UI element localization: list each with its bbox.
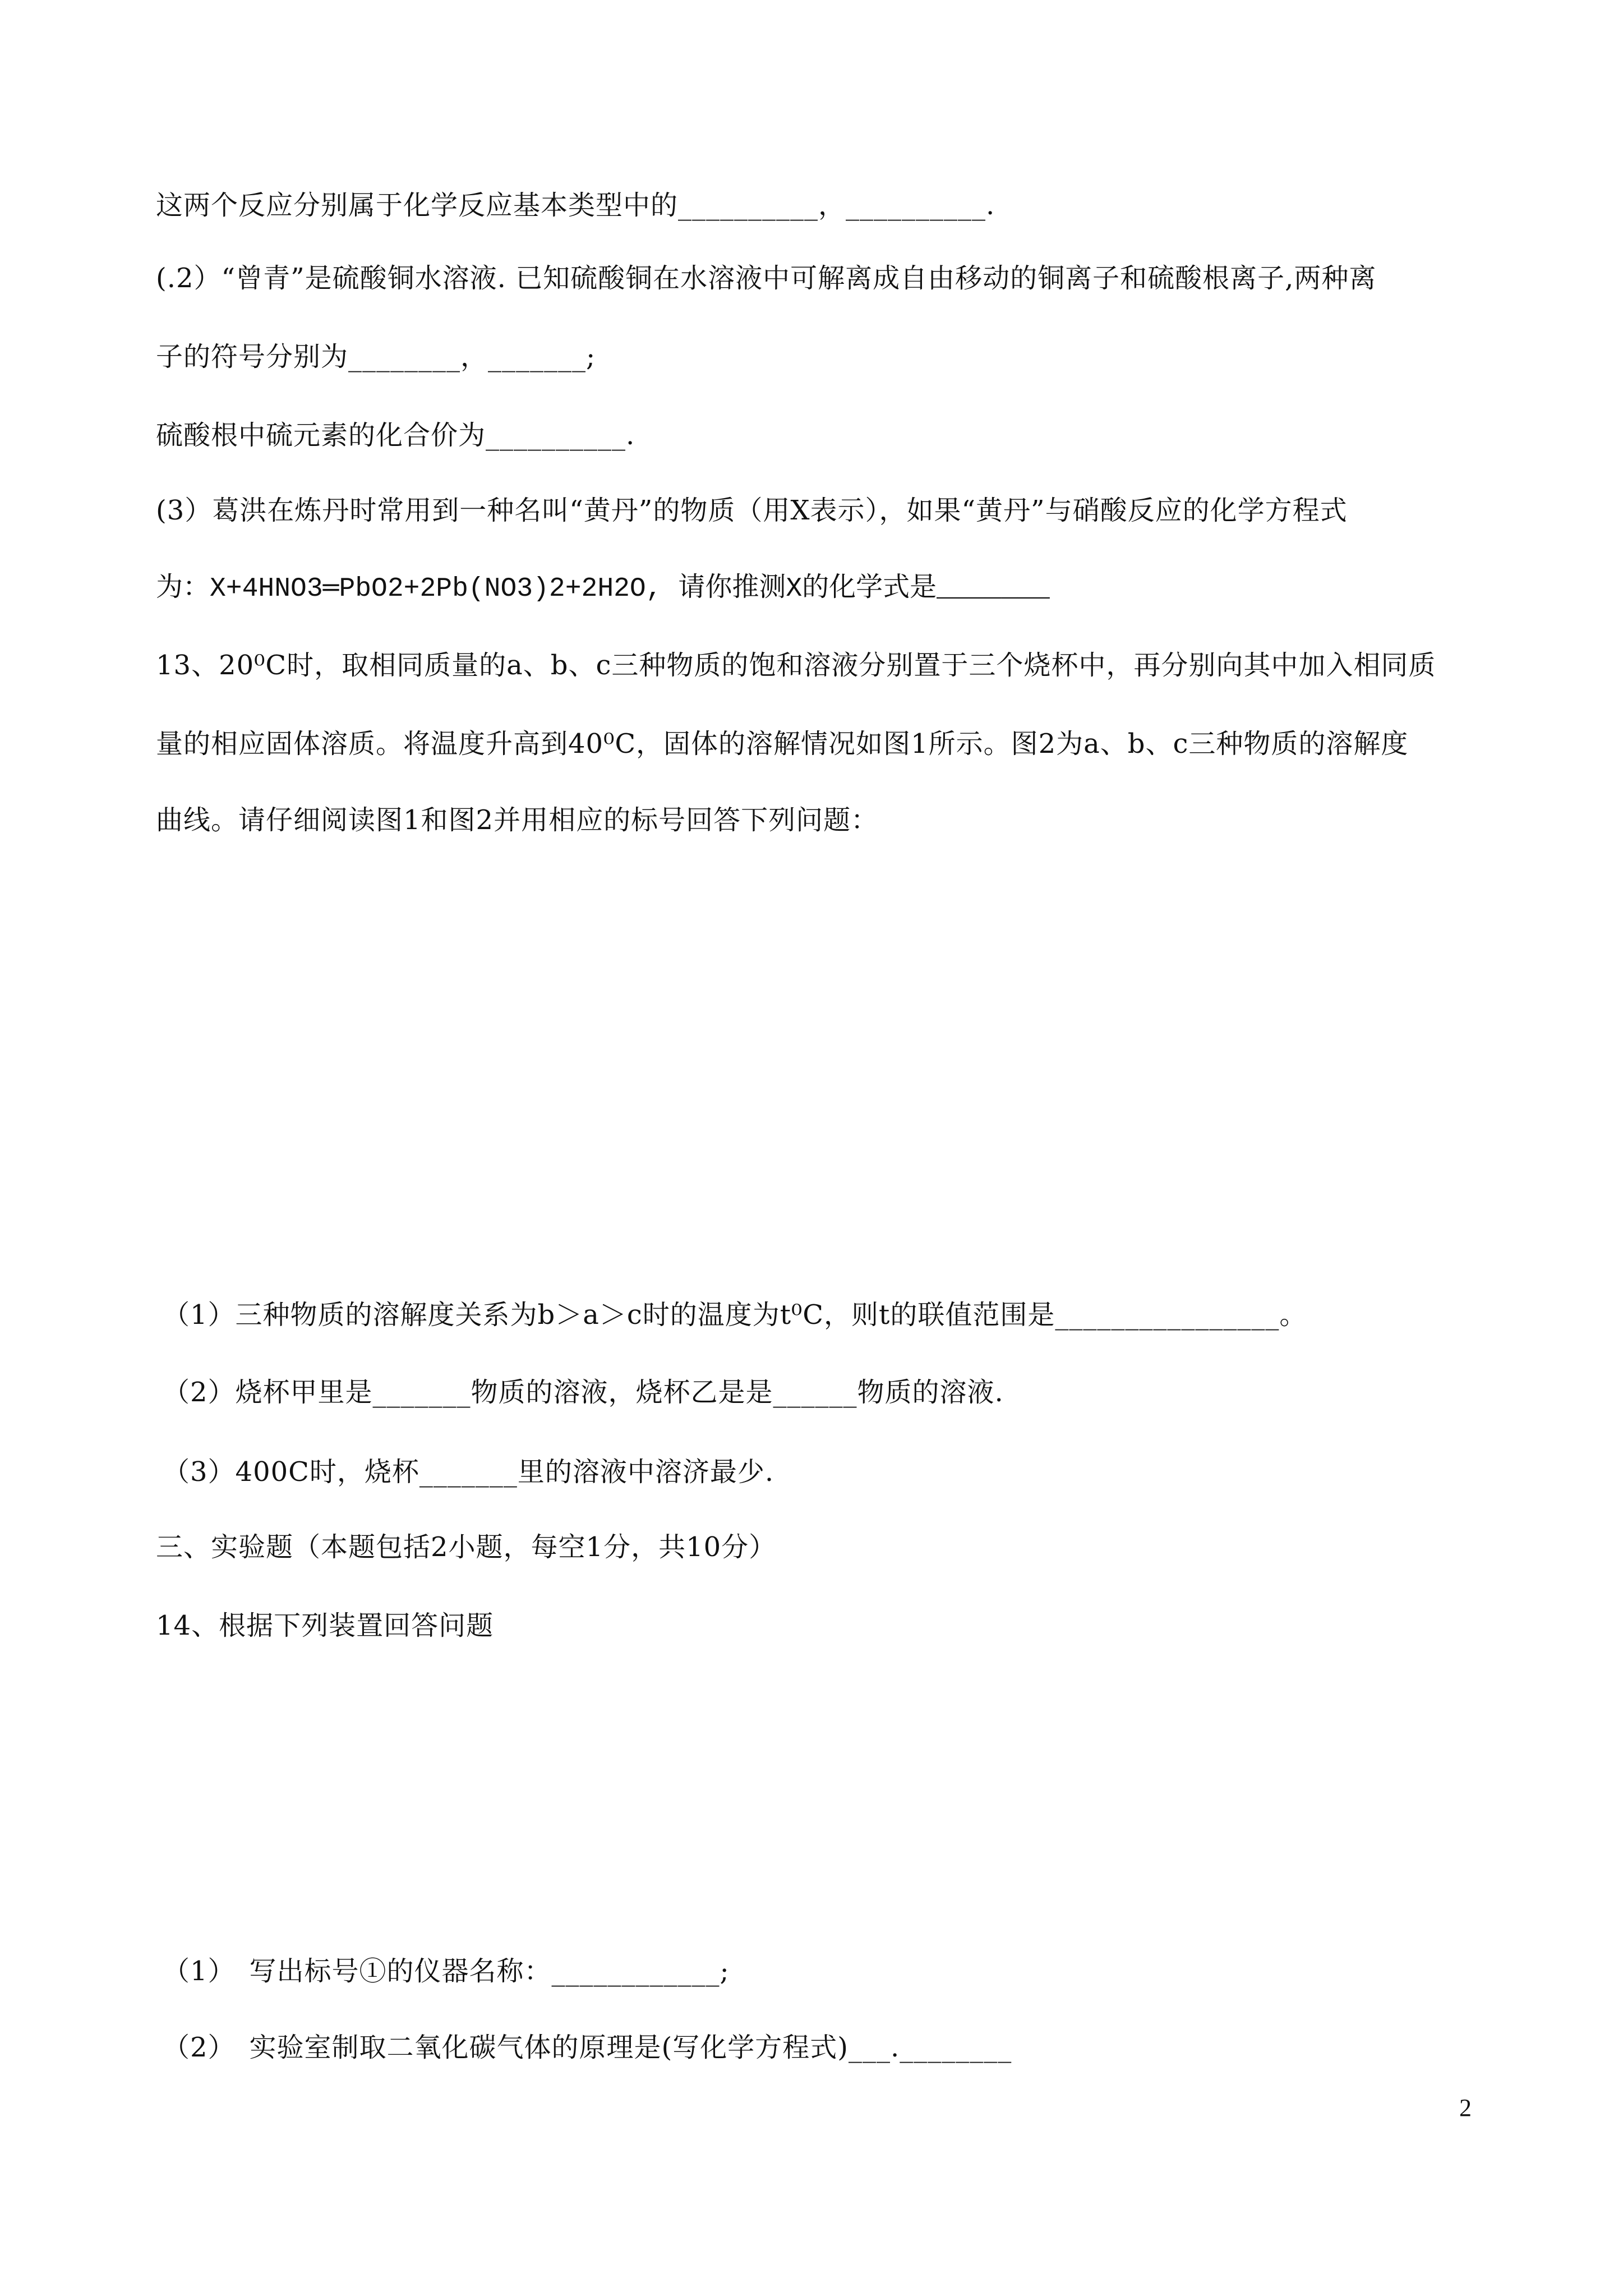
text-line-sulfur-valence: 硫酸根中硫元素的化合价为__________.: [156, 420, 635, 451]
figure-placeholder-apparatus: [156, 1655, 1468, 1913]
section-heading-experiments: 三、实验题（本题包括2小题，每空1分，共10分）: [156, 1531, 777, 1563]
text-line-q14-part2: （2） 实验室制取二氧化碳气体的原理是(写化学方程式)___.________: [163, 2032, 1012, 2063]
text-line-ion-symbols: 子的符号分别为________，_______;: [156, 341, 596, 372]
text-line-reaction-types: 这两个反应分别属于化学反应基本类型中的__________，__________.: [156, 190, 995, 221]
text-line-q14-part1: （1） 写出标号①的仪器名称：____________;: [163, 1955, 730, 1987]
text-line-q2-intro: (.2）“曾青”是硫酸铜水溶液. 已知硫酸铜在水溶液中可解离成自由移动的铜离子和硫酸根离子,两种离: [156, 263, 1377, 294]
text-line-q13-part2: （2）烧杯甲里是_______物质的溶液，烧杯乙是是______物质的溶液.: [163, 1377, 1004, 1408]
text-line-q13-part3: （3）400C时，烧杯_______里的溶液中溶济最少.: [163, 1456, 774, 1488]
text-line-q13-part1: （1）三种物质的溶解度关系为b＞a＞c时的温度为t⁰C，则t的联值范围是________________。: [163, 1299, 1307, 1331]
text-line-q14-intro: 14、根据下列装置回答问题: [156, 1610, 494, 1641]
figure-placeholder-solubility: [156, 853, 1468, 1257]
text-line-q13-instruction: 曲线。请仔细阅读图1和图2并用相应的标号回答下列问题：: [156, 804, 879, 836]
text-line-q3-intro: (3）葛洪在炼丹时常用到一种名叫“黄丹”的物质（用X表示），如果“黄丹”与硝酸反应的化学方程式: [156, 495, 1348, 526]
page-number: 2: [1459, 2094, 1472, 2122]
text-line-q13-intro: 13、20⁰C时，取相同质量的a、b、c三种物质的饱和溶液分别置于三个烧杯中，再分别向其中加入相同质: [156, 650, 1436, 681]
text-line-equation: 为：X+4HNO3═PbO2+2Pb(NO3)2+2H2O, 请你推测X的化学式是_______: [156, 574, 1050, 604]
text-line-q13-cont: 量的相应固体溶质。将温度升高到40⁰C，固体的溶解情况如图1所示。图2为a、b、c三种物质的溶解度: [156, 728, 1409, 760]
